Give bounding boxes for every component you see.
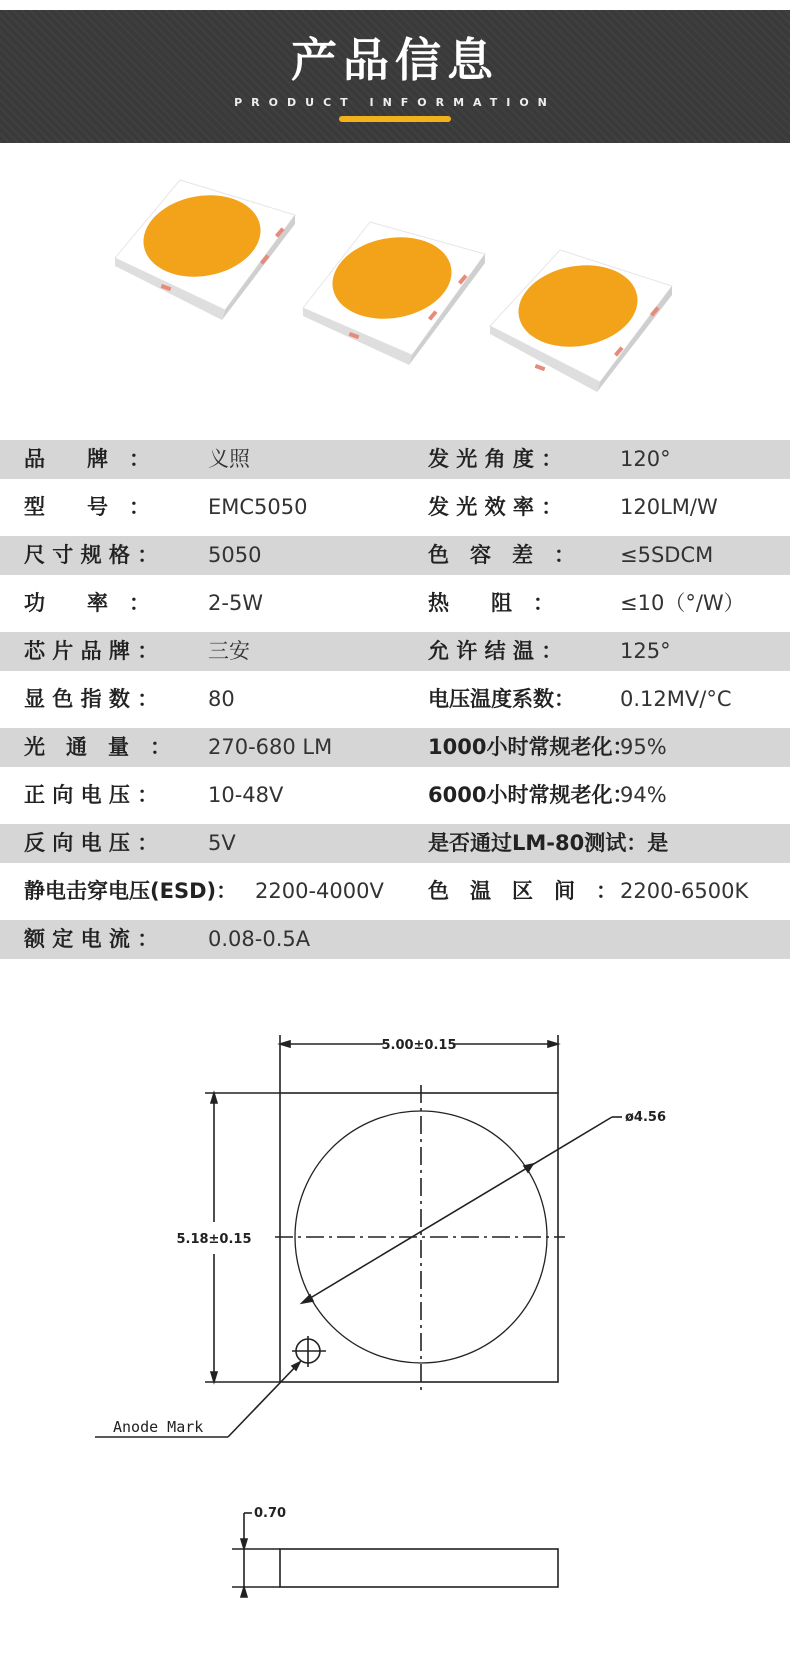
anode-mark-icon — [292, 1336, 326, 1367]
header-banner — [0, 10, 790, 143]
spec-label: 色 温 区 间 ： — [428, 879, 617, 903]
anode-mark-label: Anode Mark — [113, 1418, 204, 1436]
spec-value: 125° — [620, 639, 671, 663]
spec-row — [0, 536, 790, 575]
spec-value: 95% — [620, 735, 667, 759]
led-product-image — [0, 150, 790, 420]
spec-table — [0, 440, 790, 968]
spec-label: 品 牌 ： — [24, 447, 150, 471]
spec-value: 0.08-0.5A — [208, 927, 311, 951]
spec-row — [0, 488, 790, 527]
spec-value: ≤10（°/W） — [620, 591, 745, 615]
spec-label: 芯 片 品 牌 ： — [24, 639, 159, 663]
led-chip-1 — [115, 180, 295, 320]
spec-value: 10-48V — [208, 783, 284, 807]
page-title: 产品信息 — [291, 33, 499, 87]
height-dimension: 5.18±0.15 — [176, 1232, 252, 1247]
spec-value: 义照 — [208, 447, 250, 471]
spec-value: 2200-6500K — [620, 879, 749, 903]
spec-value: 120° — [620, 447, 671, 471]
spec-label: 热 阻 ： — [428, 591, 554, 615]
spec-label: 尺 寸 规 格 ： — [24, 543, 159, 567]
spec-value: 0.12MV/°C — [620, 687, 732, 711]
spec-label: 光 通 量 ： — [24, 735, 171, 759]
spec-row — [0, 824, 790, 863]
spec-row — [0, 680, 790, 719]
page-subtitle: PRODUCT INFORMATION — [234, 96, 556, 109]
spec-row — [0, 632, 790, 671]
spec-value: 三安 — [208, 639, 250, 663]
spec-label: 显 色 指 数 ： — [24, 687, 159, 711]
diameter-dimension: ø4.56 — [625, 1110, 667, 1125]
spec-row — [0, 776, 790, 815]
spec-value: 270-680 LM — [208, 735, 333, 759]
spec-row — [0, 584, 790, 623]
spec-label: 型 号 ： — [24, 495, 150, 519]
spec-label: 6000小时常规老化： — [428, 783, 634, 807]
spec-label: 功 率 ： — [24, 591, 150, 615]
spec-label: 静电击穿电压(ESD)： — [24, 879, 238, 903]
spec-value: ≤5SDCM — [620, 543, 714, 567]
spec-row — [0, 728, 790, 767]
spec-label: 1000小时常规老化： — [428, 735, 634, 759]
spec-label: 额 定 电 流 ： — [24, 927, 159, 951]
spec-value: 80 — [208, 687, 235, 711]
spec-value: 5050 — [208, 543, 262, 567]
spec-label: 正 向 电 压 ： — [24, 783, 159, 807]
led-chip-2 — [303, 222, 485, 365]
spec-label: 色 容 差 ： — [428, 543, 575, 567]
dimension-drawing — [0, 1000, 790, 1640]
led-chip-3 — [490, 250, 672, 392]
spec-label: 电压温度系数： — [428, 687, 575, 711]
thickness-dimension: 0.70 — [254, 1506, 287, 1521]
spec-row — [0, 440, 790, 479]
spec-value: 120LM/W — [620, 495, 718, 519]
title-underline-bar — [339, 116, 451, 122]
spec-value: 94% — [620, 783, 667, 807]
spec-row — [0, 872, 790, 911]
spec-value: 2-5W — [208, 591, 264, 615]
spec-row — [0, 920, 790, 959]
spec-value: EMC5050 — [208, 495, 308, 519]
spec-label: 允 许 结 温 ： — [428, 639, 563, 663]
spec-label: 是否通过LM-80测试：是 — [428, 831, 669, 855]
spec-value: 2200-4000V — [255, 879, 384, 903]
spec-label: 发 光 效 率 ： — [428, 495, 563, 519]
spec-label: 发 光 角 度 ： — [428, 447, 563, 471]
spec-value: 5V — [208, 831, 236, 855]
spec-label: 反 向 电 压 ： — [24, 831, 159, 855]
width-dimension: 5.00±0.15 — [381, 1038, 457, 1053]
